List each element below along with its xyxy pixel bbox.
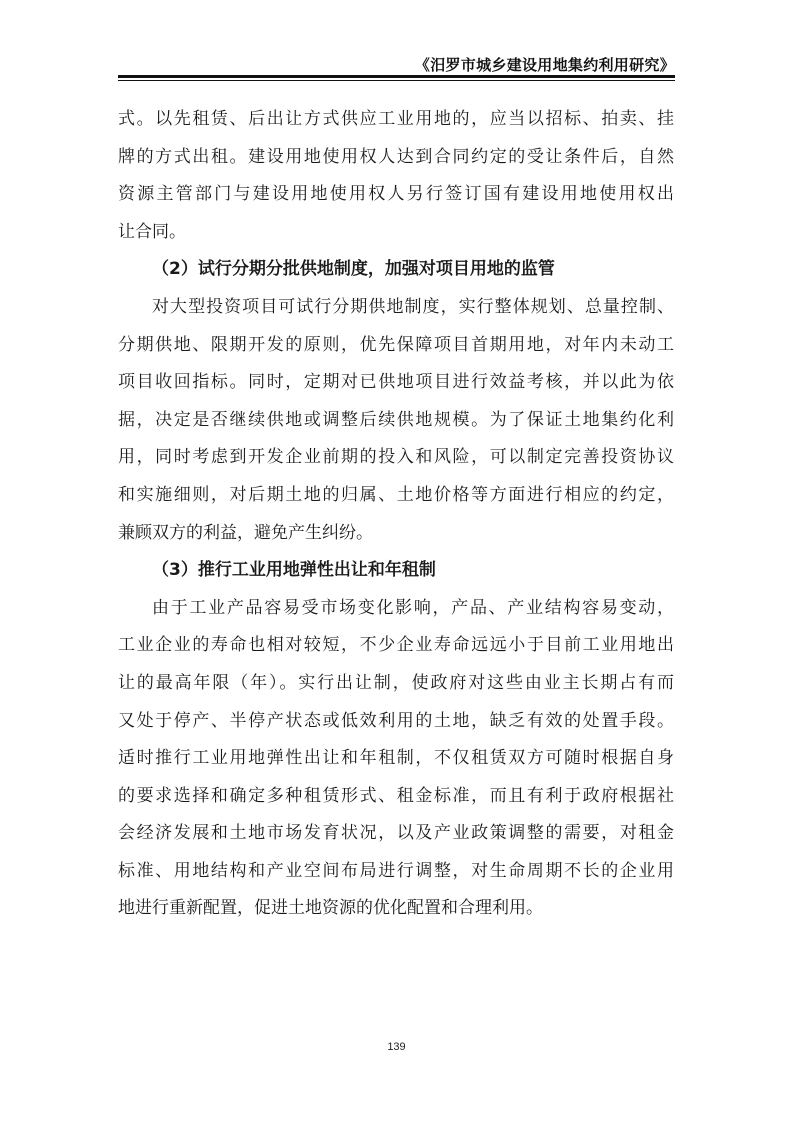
text-line: 适时推行工业用地弹性出让和年租制，不仅租赁双方可随时根据自身: [118, 748, 674, 769]
text-line: 地进行重新配置，促进土地资源的优化配置和合理利用。: [118, 898, 543, 919]
text-line: 让的最高年限（年）。实行出让制，使政府对这些由业主长期占有而: [118, 672, 674, 693]
text-line: 据，决定是否继续供地或调整后续供地规模。为了保证土地集约化利: [118, 409, 674, 430]
text-line: 对大型投资项目可试行分期供地制度，实行整体规划、总量控制、: [152, 296, 674, 317]
text-line: 由于工业产品容易受市场变化影响，产品、产业结构容易变动，: [152, 597, 674, 618]
section-heading-3: （3）推行工业用地弹性出让和年租制: [152, 560, 436, 581]
running-header-title: 《汨罗市城乡建设用地集约利用研究》: [414, 56, 675, 74]
paragraph-1: [118, 101, 674, 251]
body-text: [118, 101, 674, 928]
text-line: 工业企业的寿命也相对较短，不少企业寿命远远小于目前工业用地出: [118, 635, 674, 656]
text-line: 让合同。: [118, 221, 186, 242]
text-line: 分期供地、限期开发的原则，优先保障项目首期用地，对年内未动工: [118, 334, 674, 355]
text-line: 资源主管部门与建设用地使用权人另行签订国有建设用地使用权出: [118, 184, 674, 205]
text-line: 式。以先租赁、后出让方式供应工业用地的，应当以招标、拍卖、挂: [118, 109, 674, 129]
text-line: 牌的方式出租。建设用地使用权人达到合同约定的受让条件后，自然: [118, 146, 674, 167]
text-line: 用，同时考虑到开发企业前期的投入和风险，可以制定完善投资协议: [118, 447, 674, 468]
header-rule-thick: [118, 75, 675, 78]
paragraph-3: [118, 590, 674, 928]
section-heading-2: （2）试行分期分批供地制度，加强对项目用地的监管: [152, 259, 555, 280]
paragraph-2: [118, 289, 674, 552]
text-line: 的要求选择和确定多种租赁形式、租金标准，而且有利于政府根据社: [118, 785, 674, 806]
text-line: 兼顾双方的利益，避免产生纠纷。: [118, 522, 373, 543]
header-rule-thin: [118, 80, 675, 81]
text-line: 又处于停产、半停产状态或低效利用的土地，缺乏有效的处置手段。: [118, 710, 674, 731]
text-line: 标准、用地结构和产业空间布局进行调整，对生命周期不长的企业用: [118, 860, 674, 881]
text-line: 项目收回指标。同时，定期对已供地项目进行效益考核，并以此为依: [118, 372, 674, 393]
text-line: 和实施细则，对后期土地的归属、土地价格等方面进行相应的约定，: [118, 484, 674, 505]
text-line: 会经济发展和土地市场发育状况，以及产业政策调整的需要，对租金: [118, 823, 674, 844]
page-number: 139: [387, 1041, 406, 1053]
